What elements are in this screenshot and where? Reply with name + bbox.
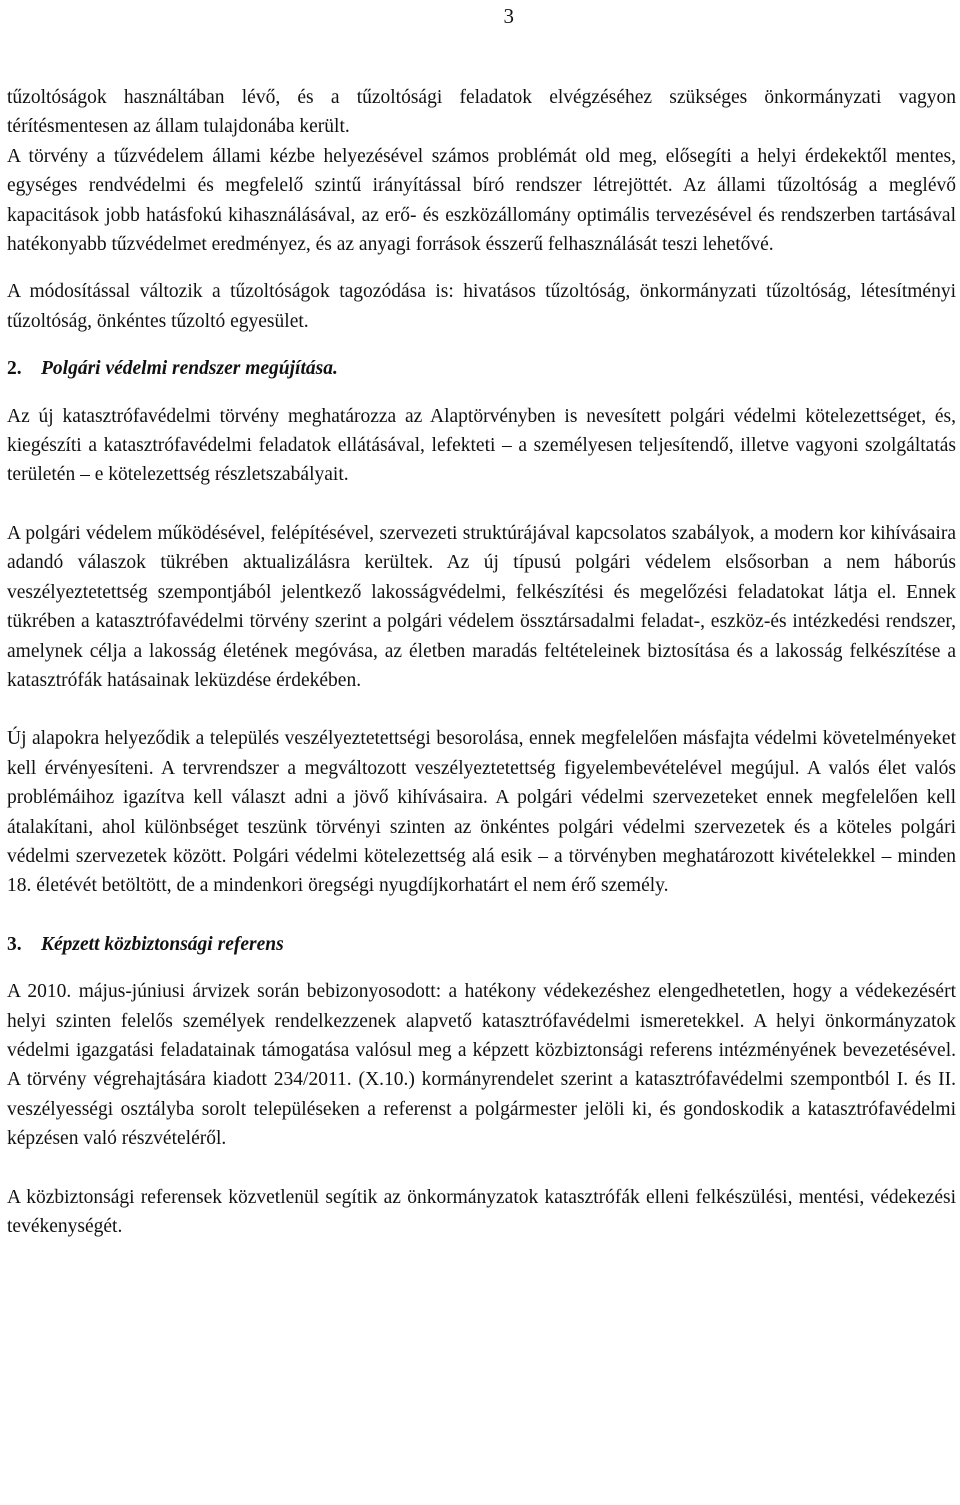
section-heading-safety-referent [7, 930, 956, 959]
paragraph-settlement-classification: Új alapokra helyeződik a település veszélyeztetettségi besorolása, ennek megfelelően másfajta védelmi követelményeket kell érvényesíteni. A tervrendszer a megváltozott veszélyeztetettség figyelembevételével megújul. A valós élet valós problémáihoz igazítva kell választ adni a jövő kihívásaira. A polgári védelmi szervezeteket ennek megfelelően kell átalakítani, ahol különbséget teszünk törvényi szinten az önkéntes polgári védelmi szervezetek és a köteles polgári védelmi szervezetek között. Polgári védelmi kötelezettség alá esik – a törvényben meghatározott kivételekkel – minden 18. életévét betöltött, de a mindenkori öregségi nyugdíjkorhatárt el nem érő személy. [7, 728, 956, 897]
page-number: 3 [503, 4, 514, 28]
paragraph-fire-brigade-types: A módosítással változik a tűzoltóságok tagozódása is: hivatásos tűzoltóság, önkormányzati tűzoltóság, létesítményi tűzoltóság, önkéntes tűzoltó egyesület. [7, 281, 956, 332]
paragraph-civil-protection-obligation: Az új katasztrófavédelmi törvény meghatározza az Alaptörvényben is nevesített polgári védelmi kötelezettséget, és, kiegészíti a katasztrófavédelmi feladatok ellátásával, lefekteti – a személyesen teljesítendő, illetve vagyoni szolgáltatás területén – e kötelezettség részletszabályait. [7, 405, 956, 486]
paragraph-floods-2010: A 2010. május-júniusi árvizek során bebizonyosodott: a hatékony védekezéshez elengedhetetlen, hogy a védekezésért helyi szinten felelős személyek rendelkezzenek alapvető katasztrófavédelmi ismeretekkel. A helyi önkormányzatok védelmi igazgatási feladatainak támogatása valósul meg a képzett közbiztonsági referens intézményének bevezetésével. A törvény végrehajtására kiadott 234/2011. (X.10.) kormányrendelet szerint a katasztrófavédelmi szempontból I. és II. veszélyességi osztályba sorolt településeken a referenst a polgármester jelöli ki, és gondoskodik a katasztrófavédelmi képzésen való részvételéről. [7, 981, 956, 1150]
paragraph-referent-role: A közbiztonsági referensek közvetlenül segítik az önkormányzatok katasztrófák elleni felkészülési, mentési, védekezési tevékenységét. [7, 1186, 956, 1237]
paragraph-civil-protection-structure: A polgári védelem működésével, felépítésével, szervezeti struktúrájával kapcsolatos szabályok, a modern kor kihívásaira adandó válaszok tükrében aktualizálásra kerültek. Az új típusú polgári védelem elsősorban a nem háborús veszélyeztetettség szempontjából jelentkező lakosságvédelmi, felkészítési és megelőzési feladatokat látja el. Ennek tükrében a katasztrófavédelmi törvény szerint a polgári védelem össztársadalmi feladat-, eszköz-és intézkedési rendszer, amelynek célja a lakosság életének megóvása, az életben maradás feltételeinek biztosítása és a lakosság felkészítése a katasztrófák hatásainak leküzdése érdekében. [7, 522, 956, 691]
document-body [7, 83, 956, 1241]
section-title: Polgári védelmi rendszer megújítása. [41, 358, 338, 380]
section-title: Képzett közbiztonsági referens [41, 933, 284, 955]
section-number: 2. [7, 358, 22, 380]
section-number: 3. [7, 933, 22, 955]
section-heading-civil-protection [7, 354, 956, 383]
paragraph-fire-brigade-assets: tűzoltóságok használtában lévő, és a tűzoltósági feladatok elvégzéséhez szükséges önkormányzati vagyon térítésmentesen az állam tulajdonába került. [7, 87, 956, 138]
paragraph-fire-protection-law: A törvény a tűzvédelem állami kézbe helyezésével számos problémát old meg, elősegíti a helyi érdekektől mentes, egységes rendvédelmi és megfelelő szintű irányítással bíró rendszer létrejöttét. Az állami tűzoltóság a meglévő kapacitások jobb hatásfokú kihasználásával, az erő- és eszközállomány optimális tervezésével és rendszerben tartásával hatékonyabb tűzvédelmet eredményez, és az anyagi források ésszerű felhasználását teszi lehetővé. [7, 145, 956, 256]
